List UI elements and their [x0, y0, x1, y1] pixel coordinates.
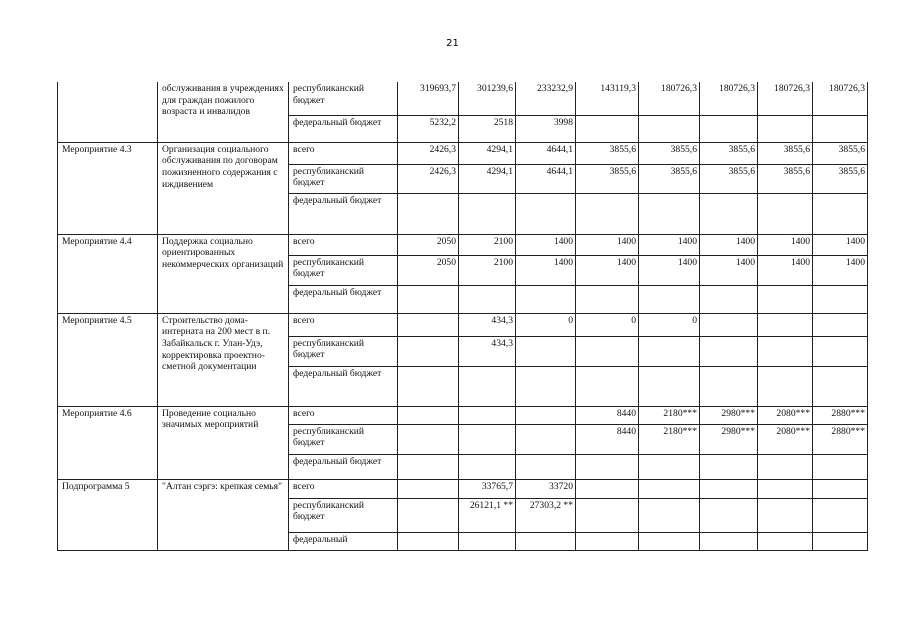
value-cell: 3855,6	[576, 164, 639, 193]
value-cell: 2050	[398, 234, 459, 255]
value-cell: 1400	[639, 255, 700, 285]
value-cell: 434,3	[459, 336, 516, 366]
value-cell	[700, 498, 758, 532]
value-cell	[516, 285, 576, 313]
value-cell: 1400	[813, 234, 868, 255]
program-name-cell: обслуживания в учреждениях для граждан пожилого возраста и инвалидов	[158, 82, 289, 142]
value-cell: 0	[639, 313, 700, 336]
value-cell	[758, 336, 813, 366]
value-cell: 2880***	[813, 406, 868, 424]
value-cell	[758, 532, 813, 550]
value-cell	[459, 424, 516, 454]
program-name-cell: Организация социального обслуживания по договорам пожизненного содержания с иждивением	[158, 142, 289, 234]
value-cell	[758, 479, 813, 498]
value-cell	[700, 193, 758, 234]
budget-table-body	[58, 82, 868, 550]
funding-source-cell: федеральный бюджет	[289, 115, 398, 142]
value-cell	[813, 313, 868, 336]
value-cell	[459, 454, 516, 479]
value-cell	[398, 479, 459, 498]
value-cell	[758, 313, 813, 336]
value-cell	[813, 498, 868, 532]
value-cell: 2426,3	[398, 142, 459, 164]
value-cell	[398, 285, 459, 313]
value-cell	[398, 498, 459, 532]
value-cell: 27303,2 **	[516, 498, 576, 532]
funding-source-cell: республиканский бюджет	[289, 82, 398, 115]
value-cell	[516, 406, 576, 424]
value-cell	[516, 366, 576, 406]
value-cell	[398, 532, 459, 550]
value-cell	[700, 532, 758, 550]
value-cell	[639, 498, 700, 532]
funding-source-cell: федеральный бюджет	[289, 454, 398, 479]
table-row	[58, 479, 868, 498]
funding-source-cell: федеральный бюджет	[289, 193, 398, 234]
value-cell	[459, 366, 516, 406]
value-cell	[813, 193, 868, 234]
value-cell	[700, 454, 758, 479]
value-cell	[398, 313, 459, 336]
value-cell	[639, 532, 700, 550]
value-cell	[398, 336, 459, 366]
program-code-cell: Мероприятие 4.5	[58, 313, 158, 406]
value-cell: 4294,1	[459, 164, 516, 193]
value-cell	[576, 454, 639, 479]
funding-source-cell: всего	[289, 406, 398, 424]
funding-source-cell: федеральный бюджет	[289, 366, 398, 406]
value-cell: 8440	[576, 424, 639, 454]
value-cell: 434,3	[459, 313, 516, 336]
value-cell: 4294,1	[459, 142, 516, 164]
value-cell: 3855,6	[813, 142, 868, 164]
value-cell	[813, 115, 868, 142]
value-cell: 233232,9	[516, 82, 576, 115]
value-cell	[576, 532, 639, 550]
funding-source-cell: республиканский бюджет	[289, 164, 398, 193]
value-cell	[758, 366, 813, 406]
value-cell	[398, 406, 459, 424]
value-cell: 3855,6	[700, 142, 758, 164]
funding-source-cell: всего	[289, 479, 398, 498]
table-row	[58, 406, 868, 424]
value-cell: 319693,7	[398, 82, 459, 115]
value-cell	[576, 193, 639, 234]
value-cell	[813, 479, 868, 498]
value-cell	[459, 406, 516, 424]
value-cell: 1400	[639, 234, 700, 255]
value-cell: 2080***	[758, 424, 813, 454]
value-cell	[813, 285, 868, 313]
value-cell: 3855,6	[639, 142, 700, 164]
value-cell	[576, 115, 639, 142]
value-cell	[639, 454, 700, 479]
funding-source-cell: всего	[289, 313, 398, 336]
value-cell	[459, 532, 516, 550]
program-code-cell: Мероприятие 4.6	[58, 406, 158, 479]
table-row	[58, 313, 868, 336]
value-cell: 180726,3	[639, 82, 700, 115]
value-cell	[700, 479, 758, 498]
table-row	[58, 82, 868, 115]
value-cell: 1400	[758, 255, 813, 285]
value-cell	[576, 285, 639, 313]
value-cell	[639, 193, 700, 234]
value-cell: 3855,6	[700, 164, 758, 193]
value-cell	[700, 285, 758, 313]
program-name-cell: Проведение социально значимых мероприятий	[158, 406, 289, 479]
program-code-cell: Мероприятие 4.3	[58, 142, 158, 234]
funding-source-cell: республиканский бюджет	[289, 498, 398, 532]
value-cell: 2880***	[813, 424, 868, 454]
value-cell: 2100	[459, 255, 516, 285]
value-cell: 301239,6	[459, 82, 516, 115]
value-cell	[639, 115, 700, 142]
value-cell	[813, 366, 868, 406]
value-cell	[576, 336, 639, 366]
funding-source-cell: республиканский бюджет	[289, 336, 398, 366]
value-cell	[813, 454, 868, 479]
value-cell: 0	[576, 313, 639, 336]
value-cell: 1400	[758, 234, 813, 255]
value-cell	[398, 454, 459, 479]
value-cell: 5232,2	[398, 115, 459, 142]
funding-source-cell: всего	[289, 142, 398, 164]
funding-source-cell: федеральный бюджет	[289, 285, 398, 313]
value-cell	[700, 313, 758, 336]
program-name-cell: Поддержка социально ориентированных некоммерческих организаций	[158, 234, 289, 313]
value-cell: 2180***	[639, 406, 700, 424]
value-cell	[700, 366, 758, 406]
value-cell: 26121,1 **	[459, 498, 516, 532]
value-cell	[516, 532, 576, 550]
value-cell: 1400	[576, 255, 639, 285]
value-cell	[516, 193, 576, 234]
funding-source-cell: всего	[289, 234, 398, 255]
value-cell: 2426,3	[398, 164, 459, 193]
value-cell: 1400	[700, 234, 758, 255]
value-cell: 1400	[813, 255, 868, 285]
value-cell: 143119,3	[576, 82, 639, 115]
table-row	[58, 234, 868, 255]
value-cell: 2180***	[639, 424, 700, 454]
value-cell: 8440	[576, 406, 639, 424]
value-cell: 33720	[516, 479, 576, 498]
value-cell	[516, 336, 576, 366]
value-cell	[758, 115, 813, 142]
value-cell	[459, 193, 516, 234]
value-cell: 4644,1	[516, 164, 576, 193]
value-cell	[700, 115, 758, 142]
value-cell	[813, 532, 868, 550]
value-cell	[576, 366, 639, 406]
value-cell	[758, 454, 813, 479]
value-cell: 0	[516, 313, 576, 336]
program-name-cell: Строительство дома-интерната на 200 мест в п. Забайкальск г. Улан-Удэ, корректировка проектно-сметной документации	[158, 313, 289, 406]
value-cell	[758, 193, 813, 234]
value-cell	[639, 366, 700, 406]
value-cell	[398, 193, 459, 234]
value-cell: 1400	[700, 255, 758, 285]
value-cell: 1400	[516, 255, 576, 285]
value-cell: 3855,6	[576, 142, 639, 164]
value-cell: 3855,6	[758, 142, 813, 164]
program-name-cell: "Алтан сэргэ: крепкая семья"	[158, 479, 289, 550]
value-cell	[639, 479, 700, 498]
value-cell	[758, 285, 813, 313]
value-cell: 33765,7	[459, 479, 516, 498]
program-code-cell: Мероприятие 4.4	[58, 234, 158, 313]
page-number: 21	[446, 38, 459, 49]
value-cell: 2100	[459, 234, 516, 255]
value-cell	[639, 285, 700, 313]
value-cell	[576, 479, 639, 498]
value-cell	[516, 454, 576, 479]
value-cell: 2980***	[700, 424, 758, 454]
value-cell	[398, 366, 459, 406]
value-cell: 2050	[398, 255, 459, 285]
value-cell: 1400	[516, 234, 576, 255]
value-cell	[700, 336, 758, 366]
value-cell: 2518	[459, 115, 516, 142]
funding-source-cell: республиканский бюджет	[289, 255, 398, 285]
table-row	[58, 142, 868, 164]
program-code-cell: Подпрограмма 5	[58, 479, 158, 550]
value-cell: 2980***	[700, 406, 758, 424]
value-cell: 180726,3	[758, 82, 813, 115]
value-cell: 180726,3	[813, 82, 868, 115]
funding-source-cell: федеральный	[289, 532, 398, 550]
value-cell	[516, 424, 576, 454]
value-cell	[639, 336, 700, 366]
value-cell	[459, 285, 516, 313]
value-cell	[398, 424, 459, 454]
value-cell: 3855,6	[758, 164, 813, 193]
value-cell: 3855,6	[639, 164, 700, 193]
value-cell	[758, 498, 813, 532]
value-cell: 4644,1	[516, 142, 576, 164]
value-cell	[813, 336, 868, 366]
value-cell: 1400	[576, 234, 639, 255]
value-cell: 3998	[516, 115, 576, 142]
funding-source-cell: республиканский бюджет	[289, 424, 398, 454]
value-cell: 3855,6	[813, 164, 868, 193]
value-cell: 180726,3	[700, 82, 758, 115]
program-code-cell	[58, 82, 158, 142]
budget-table	[57, 82, 868, 551]
value-cell	[576, 498, 639, 532]
value-cell: 2080***	[758, 406, 813, 424]
